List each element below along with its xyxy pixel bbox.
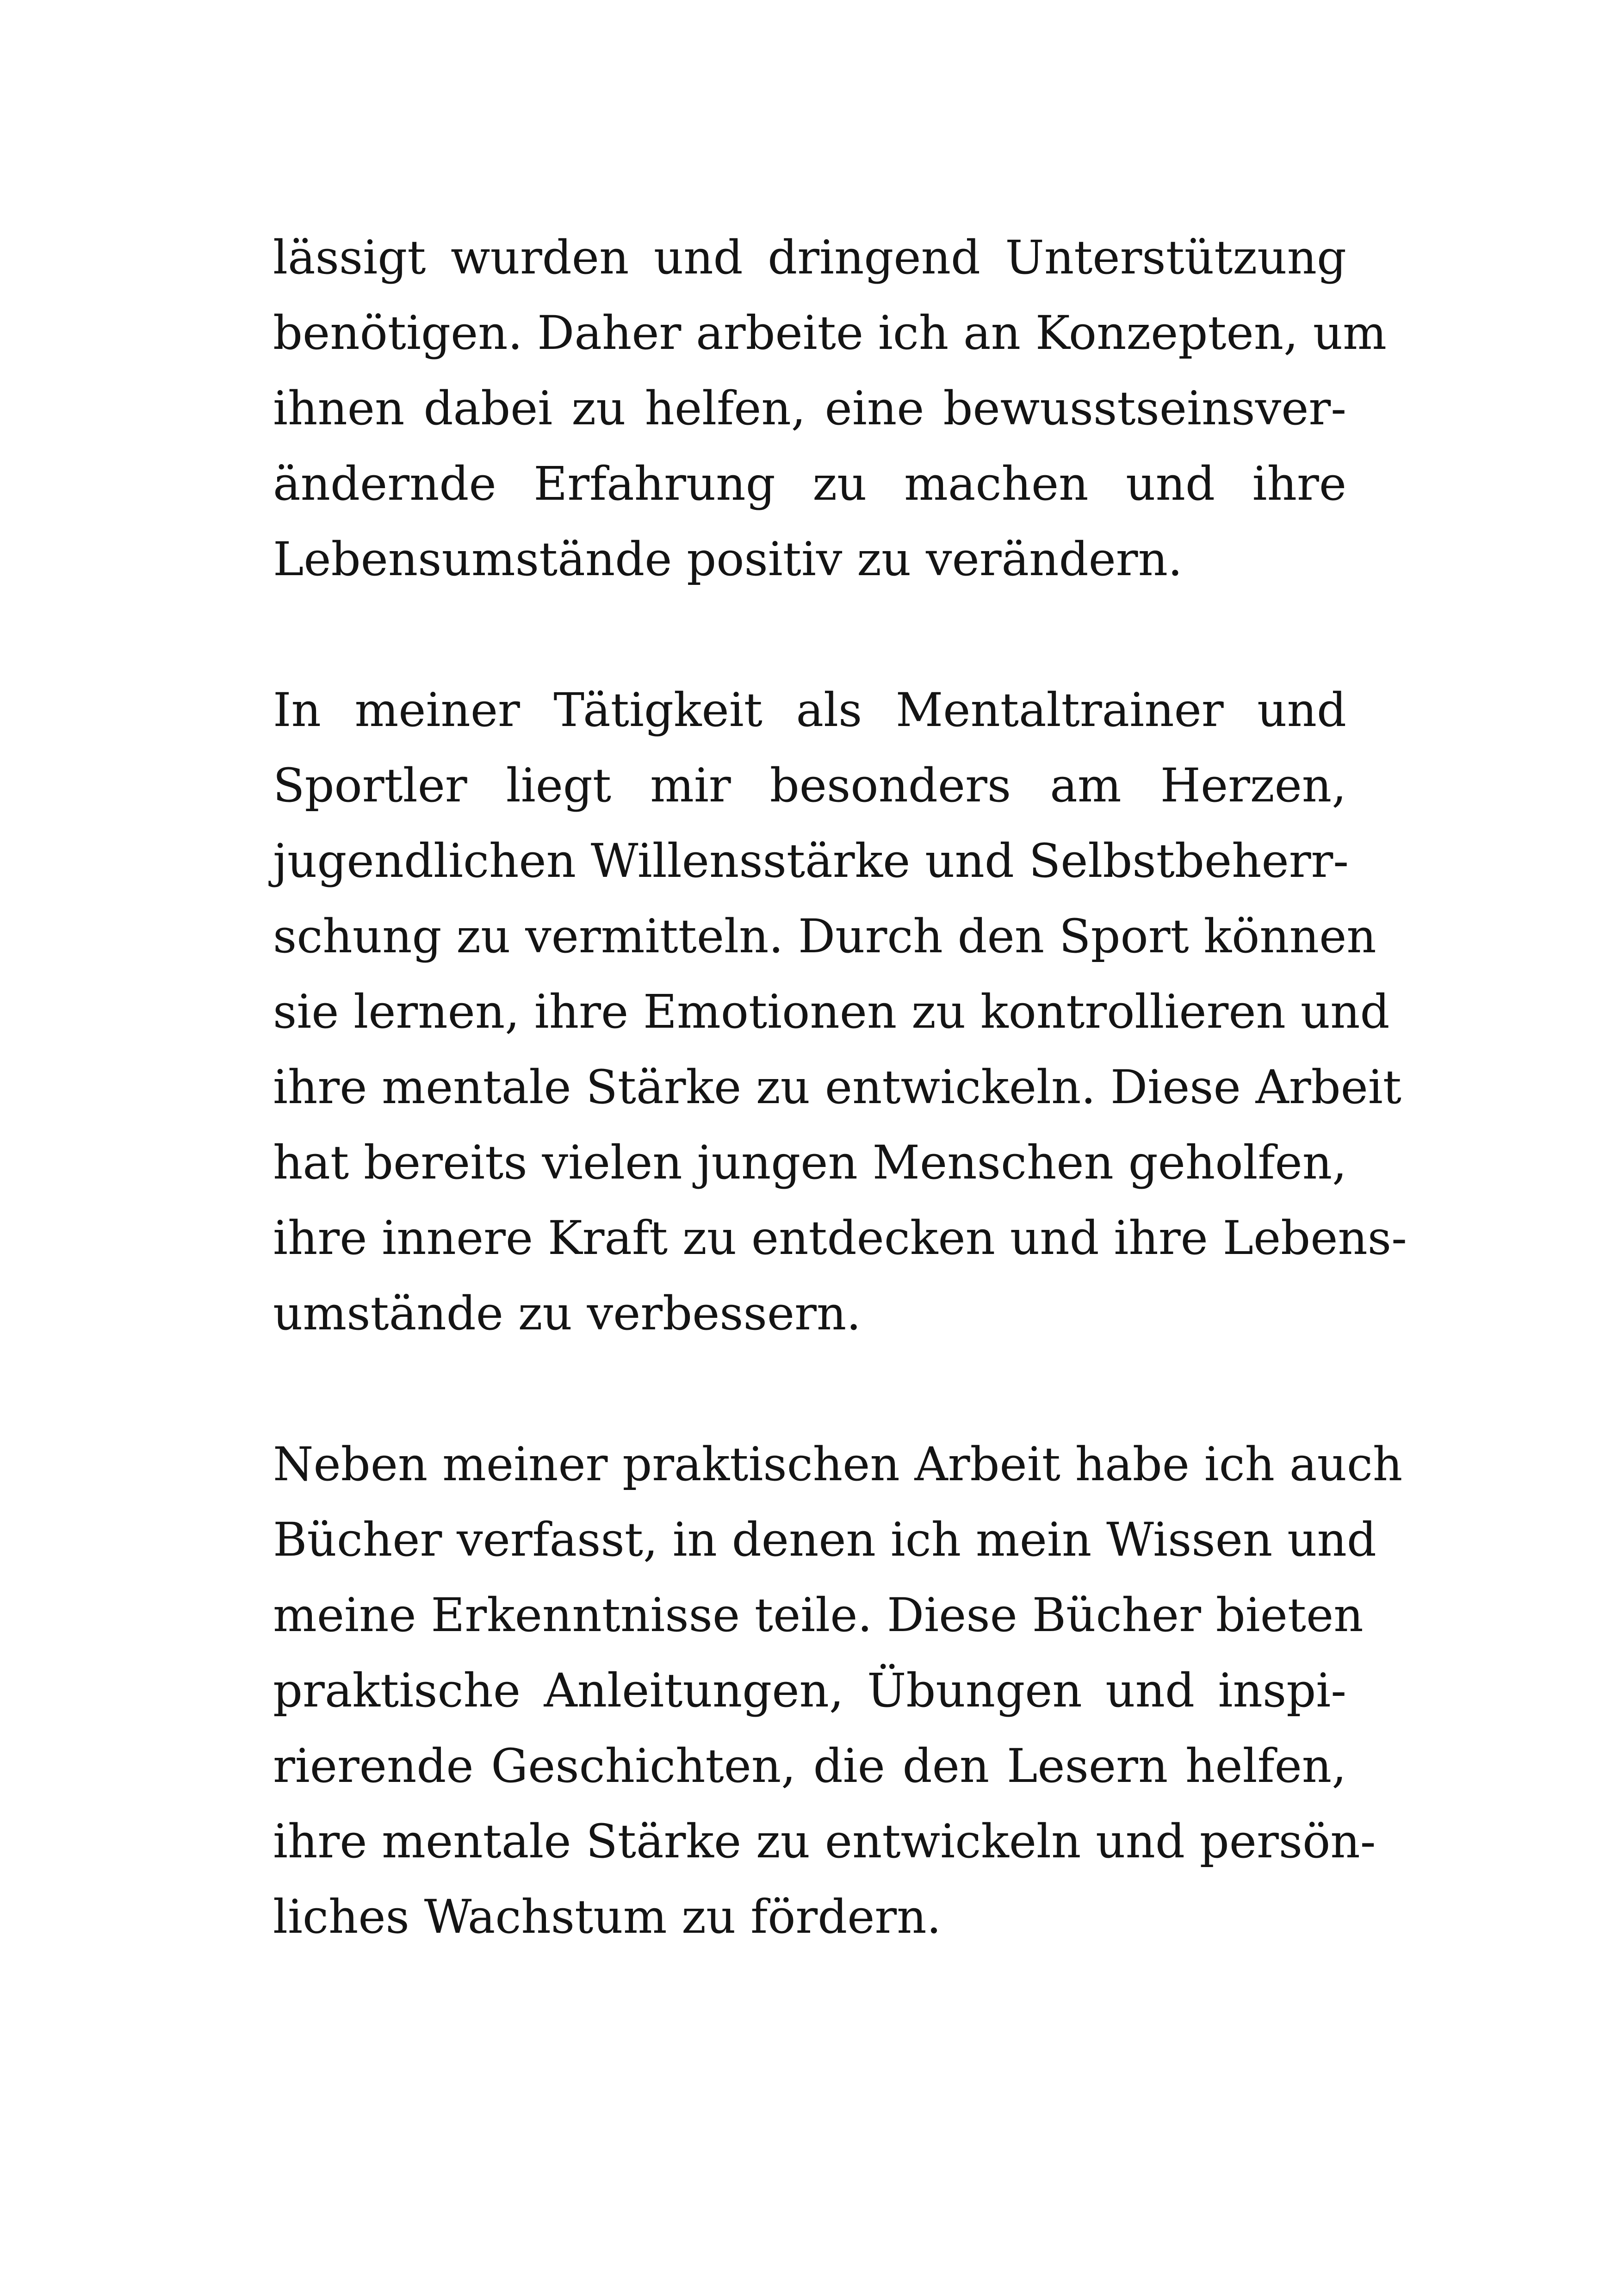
paragraph xyxy=(273,1427,1403,1955)
text-line: Sportler liegt mir besonders am Herzen, xyxy=(273,758,1346,813)
text-line: ihnen dabei zu helfen, eine bewusstseinsver- xyxy=(273,381,1346,435)
paragraph-spacer xyxy=(273,597,1346,672)
body-text xyxy=(273,220,1407,1955)
text-line: umstände zu verbessern. xyxy=(273,1286,862,1340)
text-line: ihre innere Kraft zu entdecken und ihre Lebens- xyxy=(273,1211,1407,1265)
text-line: jugendlichen Willensstärke und Selbstbeherr- xyxy=(273,834,1349,888)
text-line: rierende Geschichten, die den Lesern helfen, xyxy=(273,1739,1346,1793)
text-line: Lebensumstände positiv zu verändern. xyxy=(273,532,1183,586)
text-line: benötigen. Daher arbeite ich an Konzepten, um xyxy=(273,306,1387,360)
paragraph-spacer xyxy=(273,1351,1346,1427)
text-line: ändernde Erfahrung zu machen und ihre xyxy=(273,457,1346,511)
paragraph xyxy=(273,220,1387,597)
text-line: praktische Anleitungen, Übungen und inspi- xyxy=(273,1663,1346,1718)
text-line: meine Erkenntnisse teile. Diese Bücher bieten xyxy=(273,1588,1364,1642)
text-line: liches Wachstum zu fördern. xyxy=(273,1890,942,1944)
text-line: Neben meiner praktischen Arbeit habe ich auch xyxy=(273,1437,1403,1491)
text-line: Bücher verfasst, in denen ich mein Wissen und xyxy=(273,1513,1376,1567)
text-line: ihre mentale Stärke zu entwickeln und persön- xyxy=(273,1814,1376,1868)
text-line: lässigt wurden und dringend Unterstützung xyxy=(273,230,1346,285)
text-line: hat bereits vielen jungen Menschen geholfen, xyxy=(273,1136,1347,1190)
text-line: schung zu vermitteln. Durch den Sport können xyxy=(273,909,1376,963)
paragraph xyxy=(273,672,1407,1351)
text-line: ihre mentale Stärke zu entwickeln. Diese Arbeit xyxy=(273,1060,1401,1114)
text-line: In meiner Tätigkeit als Mentaltrainer und xyxy=(273,683,1346,737)
text-line: sie lernen, ihre Emotionen zu kontrollieren und xyxy=(273,985,1390,1039)
